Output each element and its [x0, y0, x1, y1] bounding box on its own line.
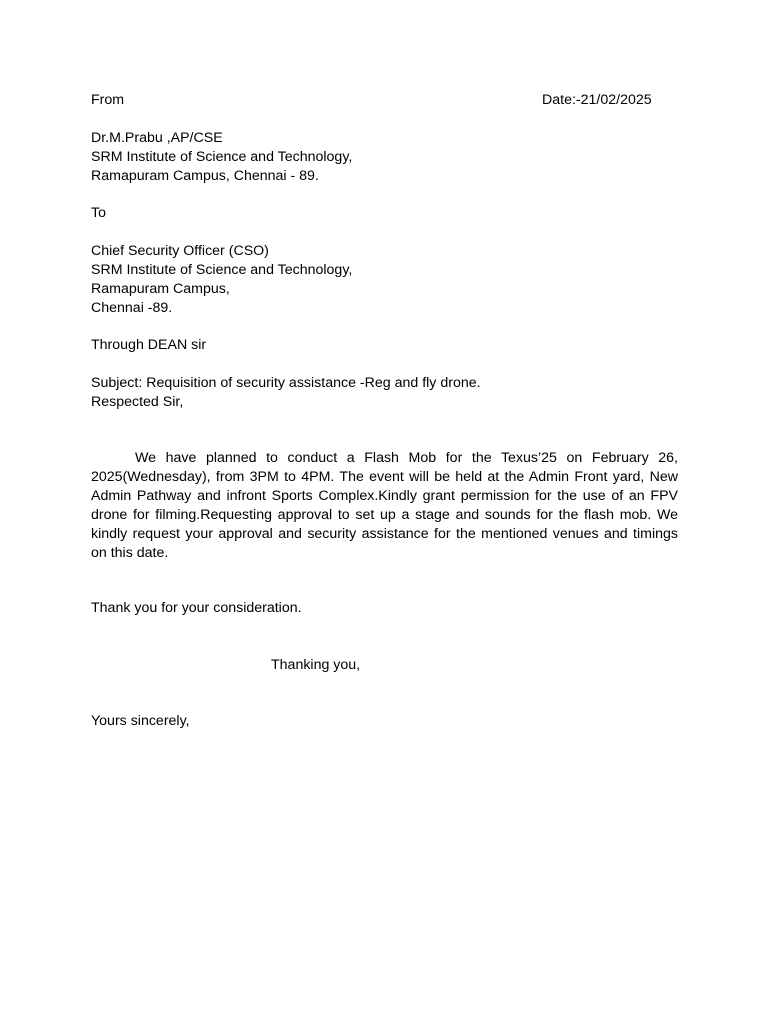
- sender-institution: SRM Institute of Science and Technology,: [91, 149, 353, 165]
- body-paragraph: We have planned to conduct a Flash Mob for the Texus’25 on February 26, 2025(Wednesday), from 3PM to 4PM. The event will be held at the Admin Front yard, New Admin Pathway and infront Sports Complex.Kindly grant permission for the use of an FPV drone for filming.Requesting approval to set up a stage and sounds for the flash mob. We kindly request your approval and security assistance for the mentioned venues and timings on this date.: [91, 450, 678, 561]
- thanking-line: Thanking you,: [271, 657, 361, 673]
- recipient-institution: SRM Institute of Science and Technology,: [91, 262, 353, 278]
- recipient-title: Chief Security Officer (CSO): [91, 243, 269, 259]
- letter-date: Date:-21/02/2025: [542, 92, 652, 108]
- from-label: From: [91, 92, 125, 108]
- closing-line: Yours sincerely,: [91, 713, 190, 729]
- thanks-line: Thank you for your consideration.: [91, 600, 302, 616]
- recipient-city: Chennai -89.: [91, 300, 173, 316]
- recipient-campus: Ramapuram Campus,: [91, 281, 230, 297]
- sender-address: Ramapuram Campus, Chennai - 89.: [91, 168, 319, 184]
- salutation: Respected Sir,: [91, 394, 184, 410]
- through-line: Through DEAN sir: [91, 337, 207, 353]
- subject-line: Subject: Requisition of security assistance -Reg and fly drone.: [91, 375, 481, 391]
- to-label: To: [91, 205, 106, 221]
- sender-name: Dr.M.Prabu ,AP/CSE: [91, 130, 223, 146]
